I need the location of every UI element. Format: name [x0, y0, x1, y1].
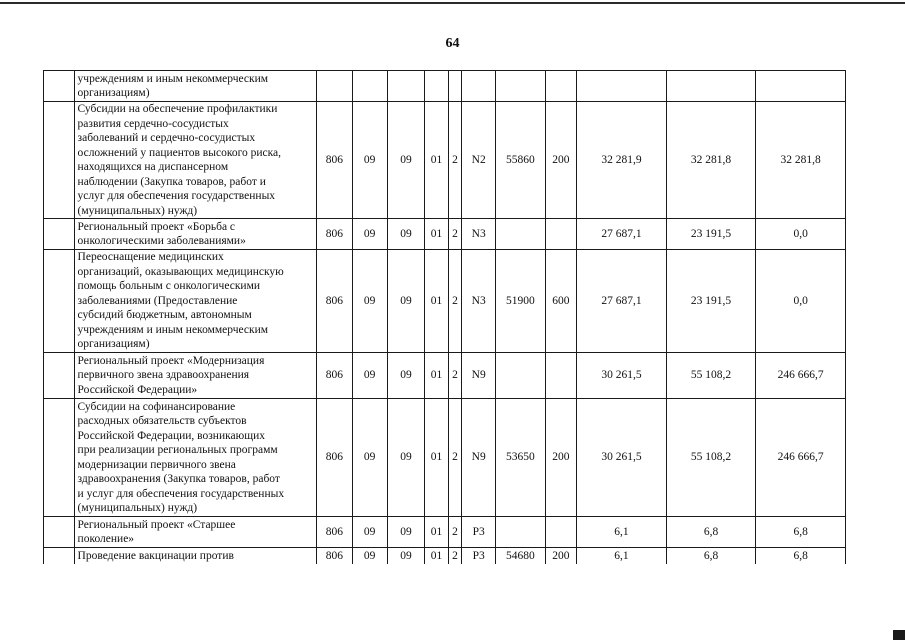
description-line: организациям)	[77, 338, 150, 351]
project-code-cell: P3	[462, 517, 496, 548]
description-line: заболеваниями (Предоставление	[77, 294, 238, 307]
expense-type-code-cell: 200	[545, 548, 577, 565]
amount-year2-cell	[666, 71, 756, 102]
description-line: (муниципальных) нужд)	[77, 204, 198, 217]
amount-year3-cell: 0,0	[756, 250, 846, 353]
description-line: субсидий бюджетным, автономным	[77, 309, 252, 322]
expense-type-code-cell	[545, 353, 577, 399]
project-code-cell: P3	[462, 548, 496, 565]
amount-year1-cell	[577, 71, 667, 102]
expense-type-code-cell: 600	[545, 250, 577, 353]
amount-year3-cell	[756, 71, 846, 102]
amount-year3-cell: 246 666,7	[756, 353, 846, 399]
description-line: находящихся на диспансерном	[77, 161, 229, 173]
description-line: при реализации региональных программ	[77, 444, 278, 456]
description-line: организациям)	[77, 87, 150, 99]
description-line: онкологическими заболеваниями»	[77, 235, 246, 247]
table-row	[44, 102, 846, 219]
amount-year3-cell: 6,8	[756, 548, 846, 565]
description-line: Региональный проект «Модернизация	[77, 354, 265, 367]
subsection-code-cell: 09	[387, 250, 425, 353]
amount-year2-cell: 23 191,5	[666, 219, 756, 250]
description-cell	[74, 353, 316, 399]
table-body	[44, 71, 846, 565]
table-row	[44, 250, 846, 353]
amount-year3-cell: 6,8	[756, 517, 846, 548]
expense-code-cell	[496, 71, 546, 102]
blank-cell	[44, 71, 75, 102]
amount-year2-cell: 55 108,2	[666, 353, 756, 399]
amount-year1-cell: 27 687,1	[577, 250, 667, 353]
blank-cell	[44, 219, 75, 250]
section-code-cell: 09	[352, 399, 387, 517]
description-cell	[74, 71, 316, 102]
program-code-cell: 01	[425, 517, 448, 548]
description-line: и услуг для обеспечения государственных	[77, 487, 285, 500]
section-code-cell: 09	[352, 250, 387, 353]
description-line: расходных обязательств субъектов	[77, 415, 247, 427]
blank-cell	[44, 399, 75, 517]
description-line: развития сердечно-сосудистых	[77, 117, 229, 130]
project-code-cell: N9	[462, 353, 496, 399]
admin-code-cell: 806	[316, 219, 352, 250]
expense-code-cell	[496, 353, 546, 399]
description-line: (муниципальных) нужд)	[77, 502, 198, 514]
expense-code-cell: 55860	[496, 102, 546, 219]
description-line: наблюдении (Закупка товаров, работ и	[77, 175, 266, 188]
description-line: первичного звена здравоохранения	[77, 369, 250, 382]
blank-cell	[44, 102, 75, 219]
page-number: 64	[445, 36, 460, 51]
amount-year3-cell: 246 666,7	[756, 399, 846, 517]
description-cell	[74, 548, 316, 565]
amount-year1-cell: 6,1	[577, 548, 667, 565]
expense-type-code-cell	[545, 219, 577, 250]
table-row	[44, 219, 846, 250]
budget-allocation-table	[43, 70, 846, 564]
blank-cell	[44, 548, 75, 565]
subprogram-code-cell: 2	[448, 219, 462, 250]
program-code-cell: 01	[425, 399, 448, 517]
table-row	[44, 548, 846, 565]
expense-type-code-cell	[545, 71, 577, 102]
description-line: Субсидии на софинансирование	[77, 400, 236, 413]
amount-year3-cell: 0,0	[756, 219, 846, 250]
program-code-cell: 01	[425, 250, 448, 353]
description-line: помощь больным с онкологическими	[77, 280, 260, 293]
description-line: Российской Федерации, возникающих	[77, 429, 265, 442]
table-row	[44, 353, 846, 399]
description-cell	[74, 250, 316, 353]
amount-year2-cell: 23 191,5	[666, 250, 756, 353]
subprogram-code-cell: 2	[448, 250, 462, 353]
amount-year1-cell: 30 261,5	[577, 353, 667, 399]
blank-cell	[44, 250, 75, 353]
section-code-cell: 09	[352, 353, 387, 399]
amount-year2-cell: 32 281,8	[666, 102, 756, 219]
admin-code-cell: 806	[316, 548, 352, 565]
description-line: здравоохранения (Закупка товаров, работ	[77, 473, 280, 485]
description-cell	[74, 399, 316, 517]
admin-code-cell: 806	[316, 102, 352, 219]
scan-corner-mark	[893, 630, 905, 640]
table-row	[44, 71, 846, 102]
amount-year1-cell: 27 687,1	[577, 219, 667, 250]
project-code-cell: N3	[462, 219, 496, 250]
admin-code-cell: 806	[316, 250, 352, 353]
admin-code-cell: 806	[316, 517, 352, 548]
expense-type-code-cell	[545, 517, 577, 548]
description-cell	[74, 102, 316, 219]
description-line: осложнений у пациентов высокого риска,	[77, 146, 282, 159]
section-code-cell: 09	[352, 102, 387, 219]
subprogram-code-cell: 2	[448, 517, 462, 548]
table-row	[44, 517, 846, 548]
table-row	[44, 399, 846, 517]
description-line: Российской Федерации»	[77, 383, 198, 396]
scan-top-rule	[0, 2, 905, 4]
admin-code-cell: 806	[316, 353, 352, 399]
description-line: модернизации первичного звена	[77, 458, 236, 471]
subsection-code-cell: 09	[387, 353, 425, 399]
project-code-cell: N2	[462, 102, 496, 219]
section-code-cell: 09	[352, 517, 387, 548]
description-line: Переоснащение медицинских	[77, 251, 224, 264]
subprogram-code-cell: 2	[448, 548, 462, 565]
project-code-cell: N9	[462, 399, 496, 517]
subsection-code-cell	[387, 71, 425, 102]
admin-code-cell: 806	[316, 399, 352, 517]
expense-code-cell: 54680	[496, 548, 546, 565]
amount-year1-cell: 32 281,9	[577, 102, 667, 219]
program-code-cell	[425, 71, 448, 102]
amount-year1-cell: 30 261,5	[577, 399, 667, 517]
subsection-code-cell: 09	[387, 219, 425, 250]
section-code-cell	[352, 71, 387, 102]
expense-code-cell: 51900	[496, 250, 546, 353]
description-line: услуг для обеспечения государственных	[77, 190, 276, 202]
blank-cell	[44, 353, 75, 399]
subprogram-code-cell: 2	[448, 399, 462, 517]
amount-year2-cell: 6,8	[666, 548, 756, 565]
project-code-cell	[462, 71, 496, 102]
section-code-cell: 09	[352, 548, 387, 565]
program-code-cell: 01	[425, 548, 448, 565]
description-line: Проведение вакцинации против	[77, 549, 234, 562]
blank-cell	[44, 517, 75, 548]
program-code-cell: 01	[425, 353, 448, 399]
amount-year2-cell: 6,8	[666, 517, 756, 548]
description-line: организаций, оказывающих медицинскую	[77, 265, 284, 278]
subprogram-code-cell	[448, 71, 462, 102]
subsection-code-cell: 09	[387, 102, 425, 219]
expense-code-cell: 53650	[496, 399, 546, 517]
description-line: учреждениям и иным некоммерческим	[77, 323, 269, 336]
description-line: Региональный проект «Старшее	[77, 518, 236, 531]
expense-type-code-cell: 200	[545, 399, 577, 517]
expense-type-code-cell: 200	[545, 102, 577, 219]
expense-code-cell	[496, 219, 546, 250]
program-code-cell: 01	[425, 102, 448, 219]
amount-year1-cell: 6,1	[577, 517, 667, 548]
description-cell	[74, 517, 316, 548]
subsection-code-cell: 09	[387, 399, 425, 517]
project-code-cell: N3	[462, 250, 496, 353]
program-code-cell: 01	[425, 219, 448, 250]
amount-year2-cell: 55 108,2	[666, 399, 756, 517]
subprogram-code-cell: 2	[448, 102, 462, 219]
description-line: Региональный проект «Борьба с	[77, 220, 236, 233]
description-line: поколение»	[77, 533, 135, 545]
description-line: учреждениям и иным некоммерческим	[77, 72, 269, 85]
expense-code-cell	[496, 517, 546, 548]
amount-year3-cell: 32 281,8	[756, 102, 846, 219]
admin-code-cell	[316, 71, 352, 102]
subsection-code-cell: 09	[387, 517, 425, 548]
subprogram-code-cell: 2	[448, 353, 462, 399]
description-line: Субсидии на обеспечение профилактики	[77, 103, 278, 115]
subsection-code-cell: 09	[387, 548, 425, 565]
section-code-cell: 09	[352, 219, 387, 250]
description-line: заболеваний и сердечно-сосудистых	[77, 132, 256, 144]
description-cell	[74, 219, 316, 250]
